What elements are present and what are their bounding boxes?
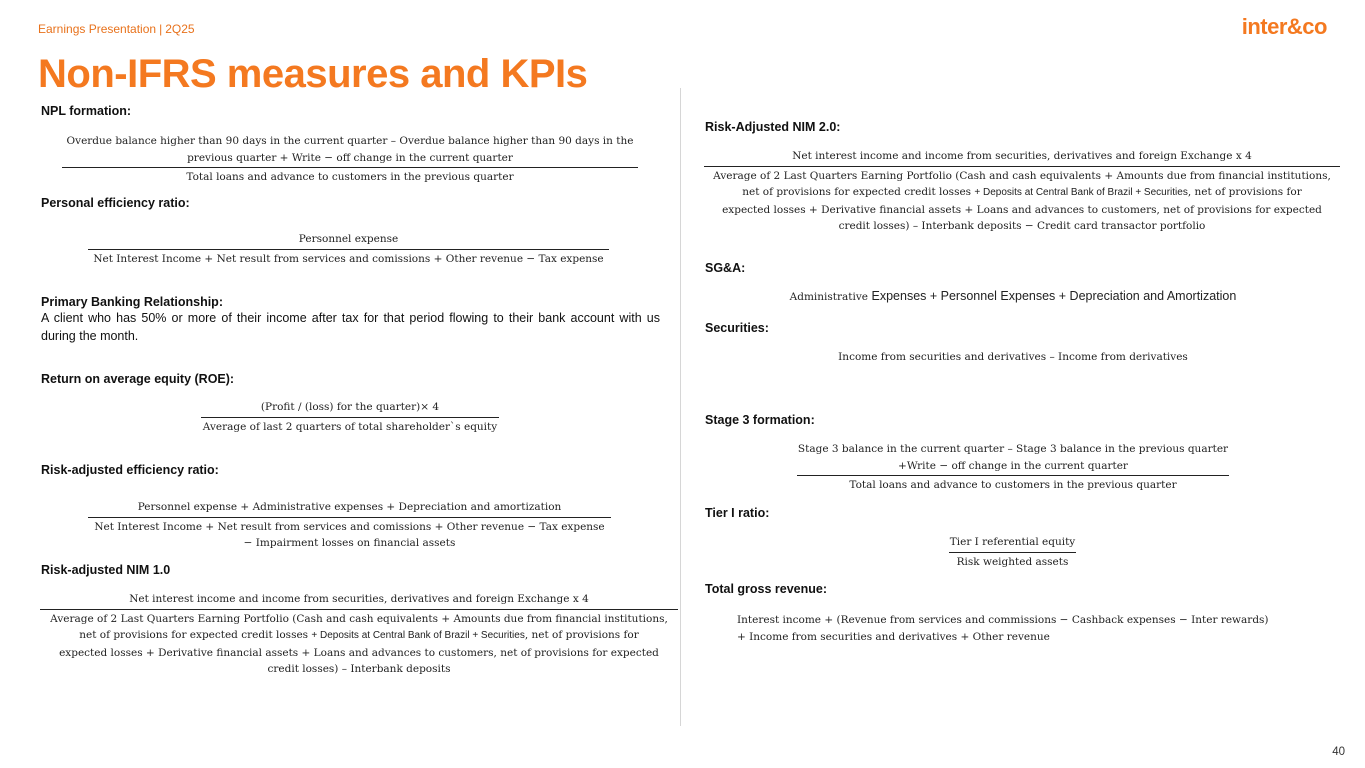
presentation-period: 2Q25 xyxy=(165,22,195,36)
header-separator: | xyxy=(159,22,163,36)
company-logo: inter&co xyxy=(1241,14,1327,39)
npl-formula xyxy=(62,133,638,186)
pbr-text: A client who has 50% or more of their income after tax for that period flowing to their bank account with us during the month. xyxy=(41,311,660,343)
nim1-den2b: + Deposits at Central Bank of Brazil + Securities xyxy=(311,630,525,641)
tier1-heading: Tier I ratio: xyxy=(705,506,770,520)
sga-part-b: Expenses + Personnel Expenses + Depreciation and Amortization xyxy=(868,289,1237,303)
stage3-formula xyxy=(797,441,1229,494)
nim2-denominator-line4: credit losses) – Interbank deposits − Credit card transactor portfolio xyxy=(838,220,1206,232)
nim1-denominator-line2 xyxy=(40,627,678,645)
nim2-denominator-line1: Average of 2 Last Quarters Earning Portfolio (Cash and cash equivalents + Amounts due from financial institutions, xyxy=(713,169,1331,182)
rae-denominator-line2: − Impairment losses on financial assets xyxy=(243,537,456,549)
nim1-formula xyxy=(40,591,678,678)
stage3-denominator: Total loans and advance to customers in the previous quarter xyxy=(849,479,1177,491)
nim2-denominator-line2 xyxy=(704,184,1340,202)
total-gross-revenue-heading: Total gross revenue: xyxy=(705,582,828,596)
securities-formula: Income from securities and derivatives – Income from derivatives xyxy=(838,351,1188,363)
sga-heading: SG&A: xyxy=(705,261,746,275)
nim2-den2a: net of provisions for expected credit losses xyxy=(742,186,975,198)
securities-heading: Securities: xyxy=(705,321,769,335)
personal-efficiency-numerator: Personnel expense xyxy=(88,231,609,250)
nim2-formula xyxy=(704,148,1340,235)
stage3-heading: Stage 3 formation: xyxy=(705,413,815,427)
rae-denominator-line1: Net Interest Income + Net result from services and comissions + Other revenue − Tax expense xyxy=(94,520,605,533)
presentation-name: Earnings Presentation xyxy=(38,22,157,36)
nim2-numerator: Net interest income and income from securities, derivatives and foreign Exchange x 4 xyxy=(704,148,1340,167)
nim1-numerator: Net interest income and income from securities, derivatives and foreign Exchange x 4 xyxy=(40,591,678,610)
nim2-den2b: + Deposits at Central Bank of Brazil + Securities xyxy=(974,187,1188,198)
tier1-denominator: Risk weighted assets xyxy=(956,555,1069,568)
personal-efficiency-denominator: Net Interest Income + Net result from services and comissions + Other revenue − Tax expense xyxy=(93,252,604,265)
roe-formula xyxy=(201,399,499,435)
tgr-line2: + Income from securities and derivatives + Other revenue xyxy=(737,630,1050,643)
sga-formula xyxy=(704,288,1322,306)
page-number: 40 xyxy=(1332,746,1345,758)
nim2-heading: Risk-Adjusted NIM 2.0: xyxy=(705,120,841,134)
presentation-header xyxy=(38,22,195,36)
stage3-numerator-line1: Stage 3 balance in the current quarter – Stage 3 balance in the previous quarter xyxy=(797,443,1229,455)
roe-denominator: Average of last 2 quarters of total shareholder`s equity xyxy=(202,420,498,433)
npl-numerator-line2: previous quarter + Write − off change in the current quarter xyxy=(62,150,638,169)
nim1-den2a: net of provisions for expected credit losses xyxy=(79,629,312,641)
npl-denominator: Total loans and advance to customers in the previous quarter xyxy=(186,171,514,183)
personal-efficiency-formula xyxy=(88,231,609,267)
nim2-denominator-line3: expected losses + Derivative financial assets + Loans and advances to customers, net of provisions for expected xyxy=(722,203,1322,216)
nim1-denominator-line4: credit losses) – Interbank deposits xyxy=(267,663,451,675)
rae-numerator: Personnel expense + Administrative expenses + Depreciation and amortization xyxy=(88,499,611,518)
personal-efficiency-heading: Personal efficiency ratio: xyxy=(41,196,190,210)
roe-numerator: (Profit / (loss) for the quarter)× 4 xyxy=(201,399,499,418)
npl-heading: NPL formation: xyxy=(41,104,132,118)
sga-part-a: Administrative xyxy=(789,291,869,303)
page-title: Non-IFRS measures and KPIs xyxy=(38,52,588,96)
nim1-denominator-line3: expected losses + Derivative financial assets + Loans and advances to customers, net of provisions for expected xyxy=(59,646,659,659)
risk-adjusted-efficiency-heading: Risk-adjusted efficiency ratio: xyxy=(41,463,219,477)
nim1-den2c: , net of provisions for xyxy=(524,629,639,641)
tier1-formula xyxy=(949,534,1076,570)
pbr-heading: Primary Banking Relationship: xyxy=(41,295,223,309)
nim2-den2c: , net of provisions for xyxy=(1187,186,1302,198)
column-divider xyxy=(680,88,681,726)
stage3-numerator-line2: +Write − off change in the current quarter xyxy=(797,458,1229,477)
tgr-line1: Interest income + (Revenue from services and commissions − Cashback expenses − Inter rewards) xyxy=(737,614,1269,626)
nim1-denominator-line1: Average of 2 Last Quarters Earning Portfolio (Cash and cash equivalents + Amounts due from financial institutions, xyxy=(50,612,668,625)
risk-adjusted-efficiency-formula xyxy=(88,499,611,552)
tier1-numerator: Tier I referential equity xyxy=(949,534,1076,553)
roe-heading: Return on average equity (ROE): xyxy=(41,372,235,386)
npl-numerator-line1: Overdue balance higher than 90 days in the current quarter – Overdue balance higher than 90 days in the xyxy=(66,135,634,147)
nim1-heading: Risk-adjusted NIM 1.0 xyxy=(41,563,171,577)
total-gross-revenue-formula xyxy=(737,612,1297,645)
